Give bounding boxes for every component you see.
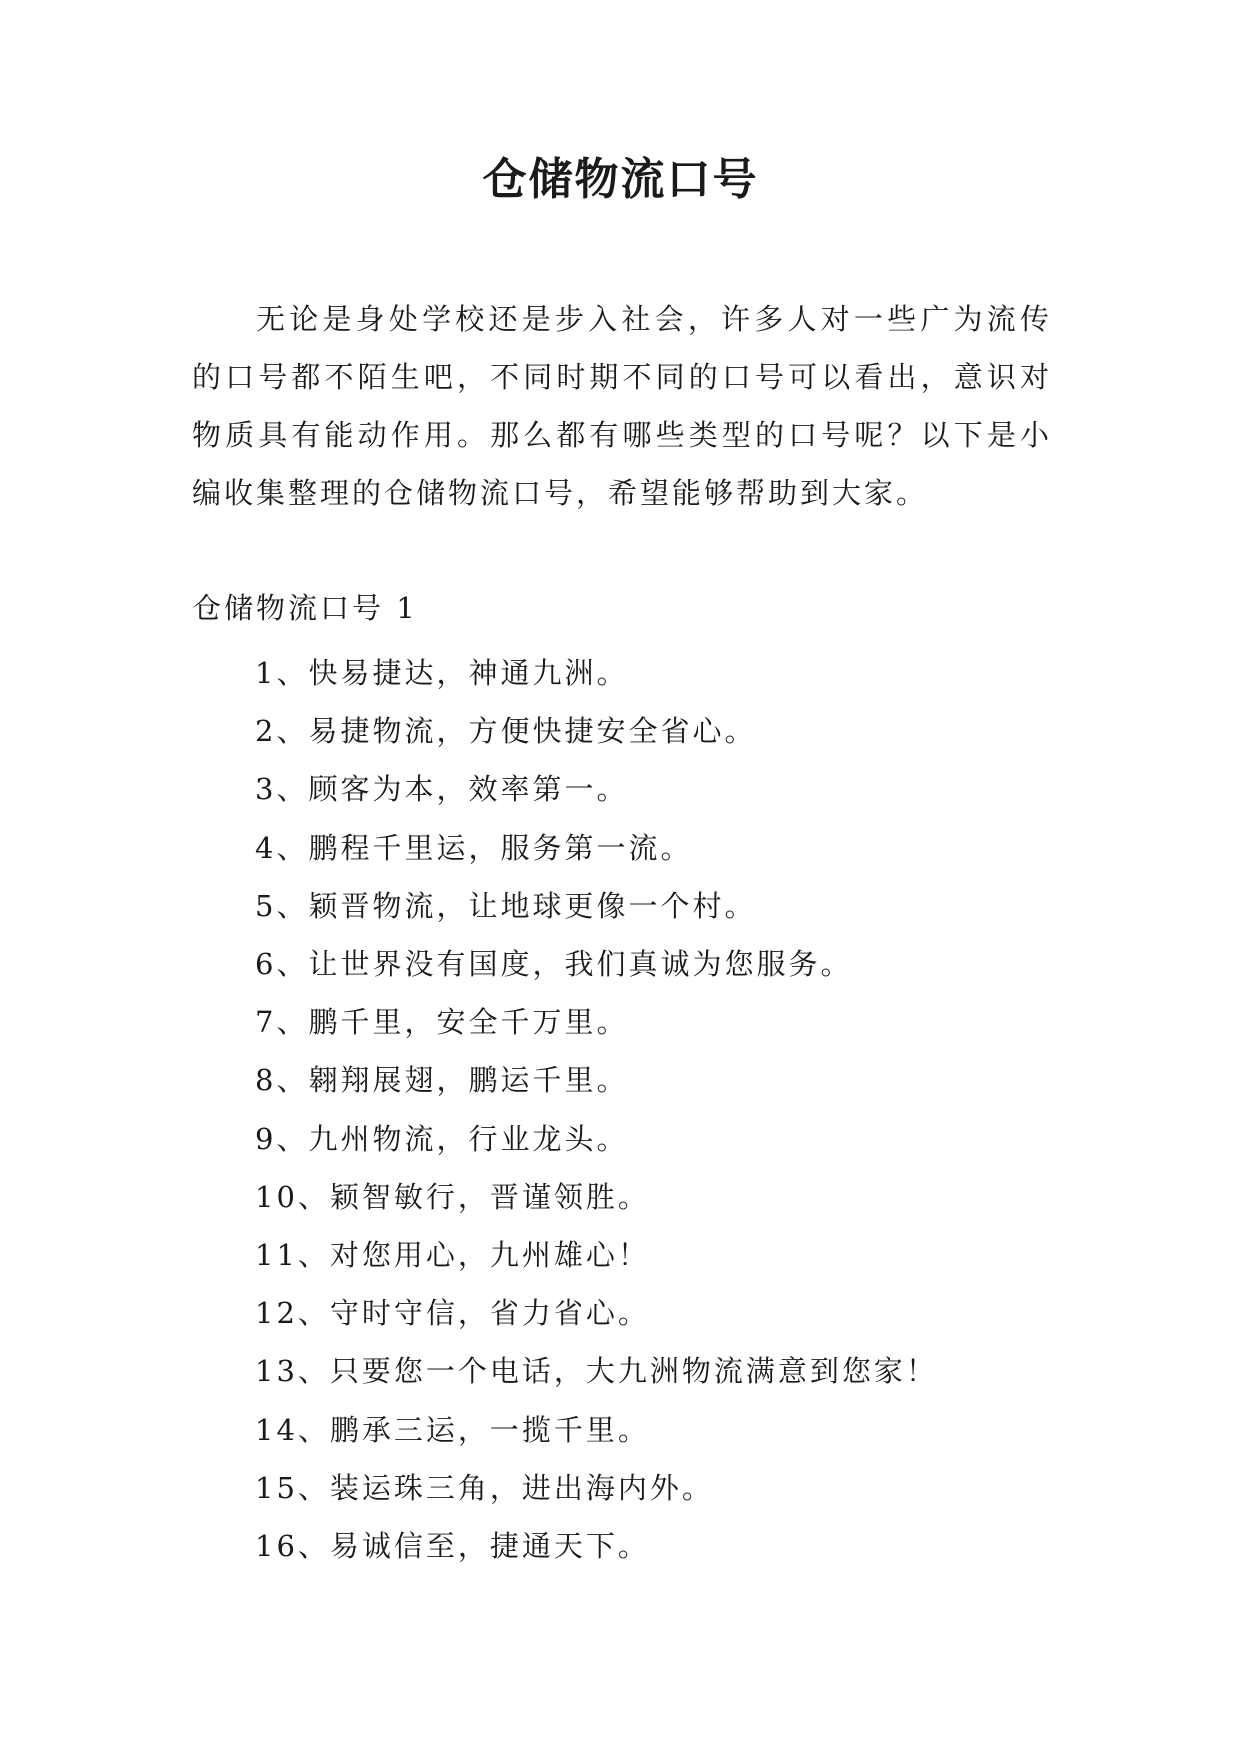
- slogan-item: 7、鹏千里，安全千万里。: [255, 1005, 629, 1040]
- slogan-item: 16、易诚信至，捷通天下。: [255, 1529, 650, 1564]
- slogan-item: 15、装运珠三角，进出海内外。: [255, 1470, 714, 1505]
- slogan-item: 12、守时守信，省力省心。: [255, 1296, 650, 1331]
- slogan-item: 4、鹏程千里运，服务第一流。: [255, 830, 693, 865]
- slogan-item: 1、快易捷达，神通九洲。: [255, 656, 629, 690]
- slogan-item: 11、对您用心，九州雄心！: [255, 1238, 650, 1273]
- slogan-list: [255, 644, 1055, 1575]
- slogan-item: 9、九州物流，行业龙头。: [255, 1121, 629, 1156]
- slogan-item: 2、易捷物流，方便快捷安全省心。: [255, 714, 757, 749]
- document-title: 仓储物流口号: [482, 154, 759, 205]
- slogan-item: 5、颖晋物流，让地球更像一个村。: [255, 888, 757, 923]
- slogan-item: 14、鹏承三运，一揽千里。: [255, 1412, 650, 1447]
- section-heading: 仓储物流口号 1: [192, 591, 418, 625]
- slogan-item: 10、颖智敏行，晋谨领胜。: [255, 1179, 650, 1214]
- slogan-item: 3、顾客为本，效率第一。: [255, 772, 629, 807]
- intro-paragraph: 无论是身处学校还是步入社会，许多人对一些广为流传的口号都不陌生吧，不同时期不同的口号可以看出，意识对物质具有能动作用。那么都有哪些类型的口号呢？以下是小编收集整理的仓储物流口号，希望能够帮助到大家。: [192, 302, 1052, 510]
- slogan-item: 8、翱翔展翅，鹏运千里。: [255, 1063, 629, 1098]
- slogan-item: 6、让世界没有国度，我们真诚为您服务。: [255, 947, 853, 982]
- slogan-item: 13、只要您一个电话，大九洲物流满意到您家！: [255, 1354, 938, 1389]
